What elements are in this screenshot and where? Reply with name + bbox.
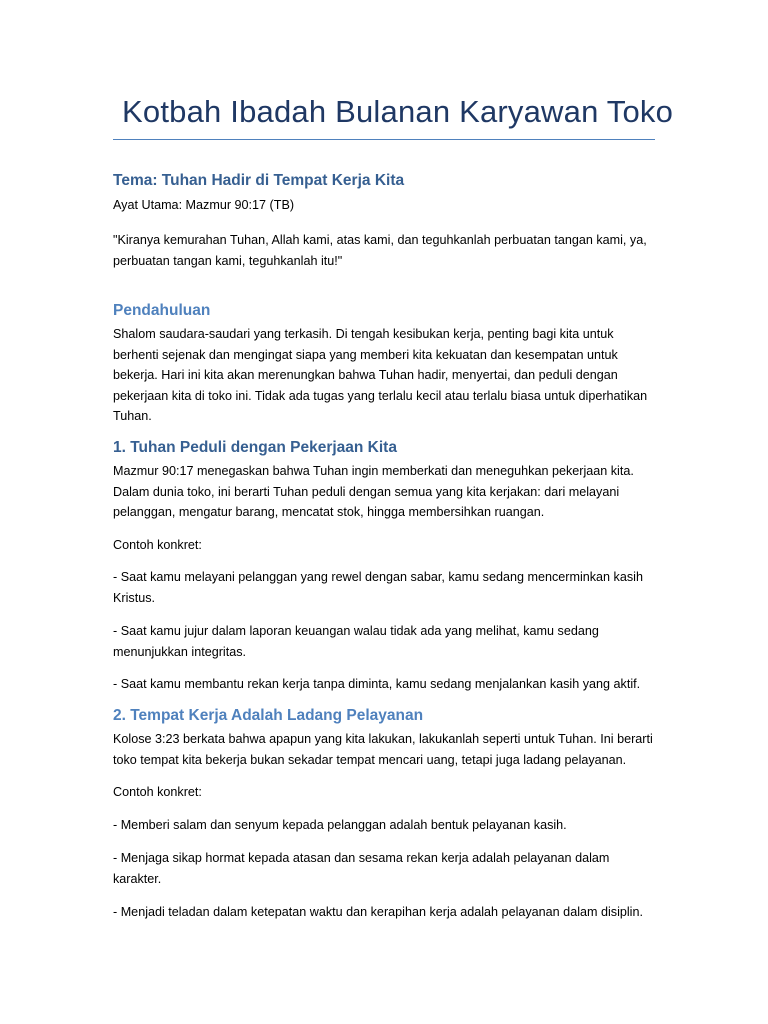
section1-heading: 1. Tuhan Peduli dengan Pekerjaan Kita (113, 439, 397, 456)
title-underline (113, 139, 655, 140)
verse-quote: "Kiranya kemurahan Tuhan, Allah kami, atas kami, dan teguhkanlah perbuatan tangan kami, ya, perbuatan tangan kami, teguhkanlah itu!" (113, 233, 647, 268)
section2-heading: 2. Tempat Kerja Adalah Ladang Pelayanan (113, 707, 424, 724)
section1-examples-label: Contoh konkret: (113, 538, 202, 552)
section1-example-2: - Saat kamu jujur dalam laporan keuangan walau tidak ada yang melihat, kamu sedang menunjukkan integritas. (113, 624, 599, 659)
section1-paragraph: Mazmur 90:17 menegaskan bahwa Tuhan ingin memberkati dan meneguhkan pekerjaan kita. Dalam dunia toko, ini berarti Tuhan peduli dengan semua yang kita kerjakan: dari melayani pelanggan, mengatur barang, mencatat stok, hingga membersihkan ruangan. (113, 464, 634, 519)
theme-heading: Tema: Tuhan Hadir di Tempat Kerja Kita (113, 172, 405, 189)
section1-example-1: - Saat kamu melayani pelanggan yang rewel dengan sabar, kamu sedang mencerminkan kasih Kristus. (113, 570, 643, 605)
section2-example-3: - Menjadi teladan dalam ketepatan waktu dan kerapihan kerja adalah pelayanan dalam disiplin. (113, 905, 643, 919)
main-verse: Ayat Utama: Mazmur 90:17 (TB) (113, 198, 295, 212)
section2-examples-label: Contoh konkret: (113, 785, 202, 799)
document-title: Kotbah Ibadah Bulanan Karyawan Toko (122, 94, 674, 129)
section2-example-2: - Menjaga sikap hormat kepada atasan dan sesama rekan kerja adalah pelayanan dalam karakter. (113, 851, 610, 886)
section1-example-3: - Saat kamu membantu rekan kerja tanpa diminta, kamu sedang menjalankan kasih yang aktif. (113, 677, 641, 691)
intro-heading: Pendahuluan (113, 302, 211, 319)
section2-paragraph: Kolose 3:23 berkata bahwa apapun yang kita lakukan, lakukanlah seperti untuk Tuhan. Ini berarti toko tempat kita bekerja bukan sekadar tempat mencari uang, tetapi juga ladang pelayanan. (113, 732, 653, 767)
section2-example-1: - Memberi salam dan senyum kepada pelanggan adalah bentuk pelayanan kasih. (113, 818, 567, 832)
intro-paragraph: Shalom saudara-saudari yang terkasih. Di tengah kesibukan kerja, penting bagi kita untuk berhenti sejenak dan mengingat siapa yang memberi kita kekuatan dan kesempatan untuk bekerja. Hari ini kita akan merenungkan bahwa Tuhan hadir, menyertai, dan peduli dengan pekerjaan kita di toko ini. Tidak ada tugas yang terlalu kecil atau terlalu biasa untuk diperhatikan Tuhan. (113, 327, 648, 423)
